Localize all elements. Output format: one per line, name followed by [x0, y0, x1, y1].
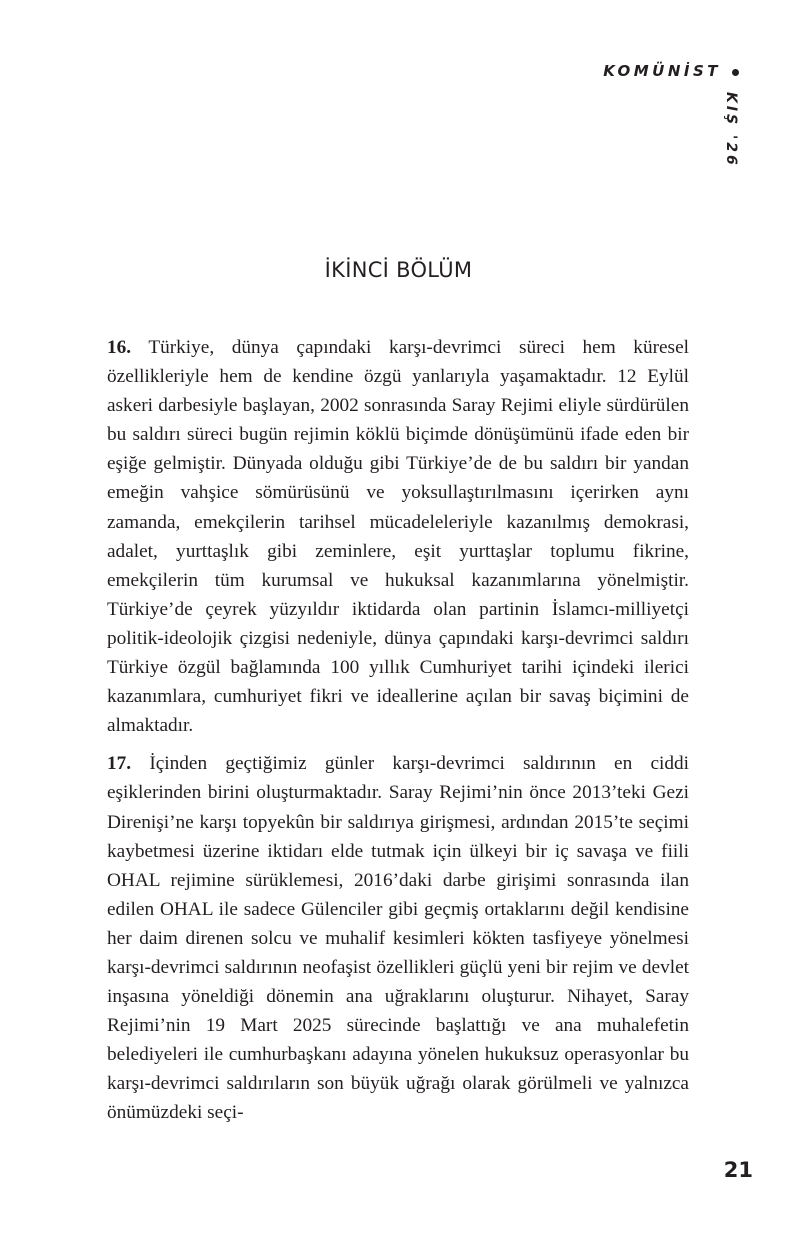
paragraph-number: 16. [107, 337, 132, 358]
section-title: İKİNCİ BÖLÜM [324, 258, 473, 282]
paragraph-17 [107, 749, 689, 1127]
page-number: 21 [723, 1158, 753, 1182]
paragraph-number: 17. [107, 753, 132, 775]
paragraph-text: İçinden geçtiğimiz günler karşı-devrimci saldırının en ciddi eşiklerinden birini oluşturmaktadır. Saray Rejimi’nin önce 2013’teki Gezi Direnişi’ne karşı topyekûn bir saldırıya girişmesi, ardından 2015’te seçimi kaybetmesi üzerine iktidarı elde tutmak için ülkeyi bir iç savaşa ve fiili OHAL rejimine sürüklemesi, 2016’daki darbe girişimi sonrasında ilan edilen OHAL ile sadece Gülenciler gibi geçmiş ortaklarını değil kendisine her daim direnen solcu ve muhalif kesimleri kökten tasfiyeye yönelmesi karşı-devrimci saldırının neofaşist özellikleri güçlü yeni bir rejim ve devlet inşasına yöneldiği dönemin ana uğraklarını oluşturur. Nihayet, Saray Rejimi’nin 19 Mart 2025 sürecinde başlattığı ve ana muhalefetin belediyeleri ile cumhurbaşkanı adayına yönelen hukuksuz operasyonlar bu karşı-devrimci saldırıların son büyük uğrağı olarak görülmeli ve yalnızca önümüzdeki seçi- [107, 753, 689, 1124]
paragraph-16 [107, 333, 689, 740]
paragraph-text: Türkiye, dünya çapındaki karşı-devrimci süreci hem küresel özellikleriyle hem de kendine özgü yanlarıyla yaşamaktadır. 12 Eylül askeri darbesiyle başlayan, 2002 sonrasında Saray Rejimi eliyle sürdürülen bu saldırı süreci bugün rejimin köklü biçimde dönüşümünü ifade eden bir eşiğe gelmiştir. Dünyada olduğu gibi Türkiye’de de bu saldırı bir yandan emeğin vahşice sömürüsünü ve yoksullaştırılmasını içerirken aynı zamanda, emekçilerin tarihsel mücadeleleriyle kazanılmış demokrasi, adalet, yurttaşlık gibi zeminlere, eşit yurttaşlar toplumu fikrine, emekçilerin tüm kurumsal ve hukuksal kazanımlarına yönelmiştir. Türkiye’de çeyrek yüzyıldır iktidarda olan partinin İslamcı-milliyetçi politik-ideolojik çizgisi nedeniyle, dünya çapındaki karşı-devrimci saldırı Türkiye özgül bağlamında 100 yıllık Cumhuriyet tarihi içindeki ilerici kazanımlara, cumhuriyet fikri ve ideallerine açılan bir savaş biçimini de almaktadır. [107, 337, 689, 737]
body-text [107, 333, 689, 1137]
magazine-title: KOMÜNİST [603, 62, 721, 80]
bullet-dot-icon [732, 69, 739, 76]
issue-label: KIŞ '26 [723, 92, 739, 168]
